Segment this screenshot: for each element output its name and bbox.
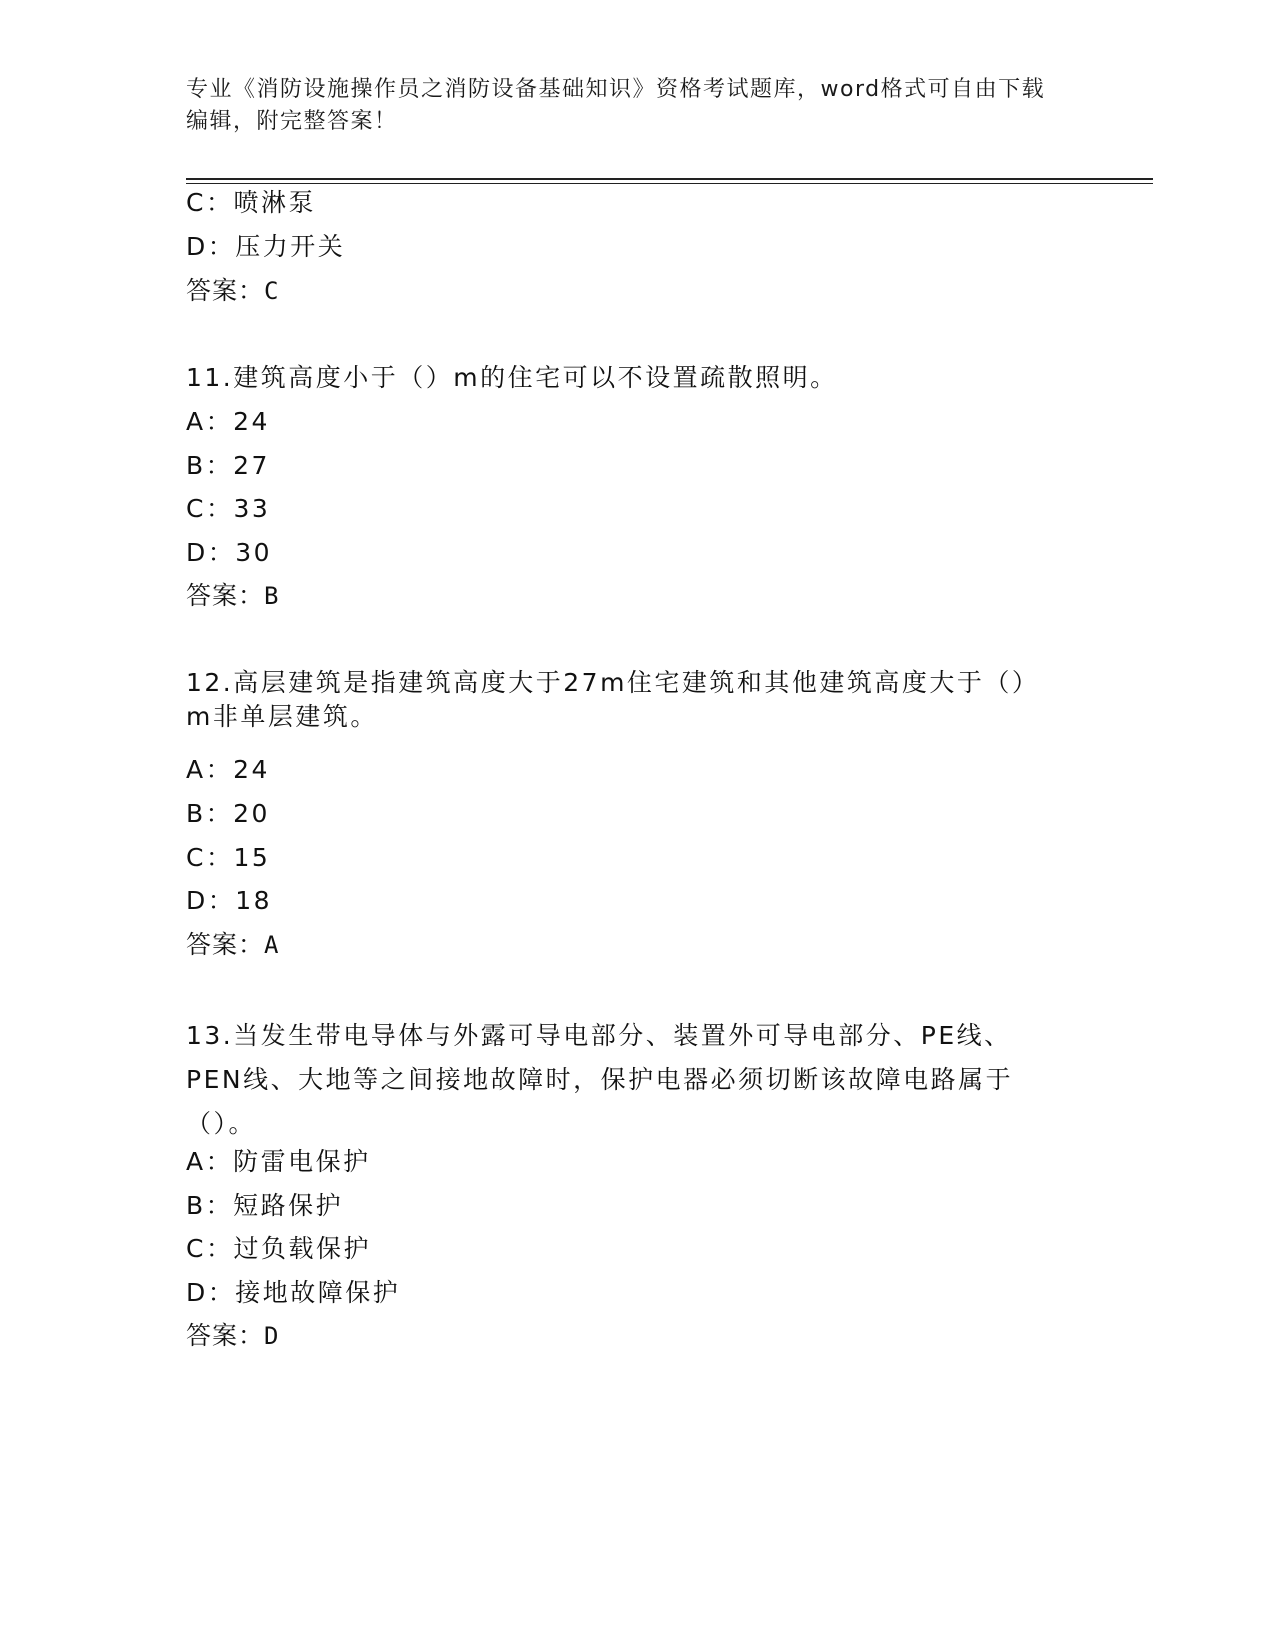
option-c: C：过负载保护 <box>186 1234 371 1263</box>
option-d: D：18 <box>186 886 273 915</box>
question-stem: 12.高层建筑是指建筑高度大于27m住宅建筑和其他建筑高度大于（）m非单层建筑。 <box>186 668 1040 731</box>
option-c: C：喷淋泵 <box>186 188 316 217</box>
answer-value: D <box>264 1322 280 1350</box>
option-a: A：24 <box>186 407 270 436</box>
header-divider-thin <box>186 183 1153 184</box>
answer-label: 答案： <box>186 581 265 610</box>
option-d: D：接地故障保护 <box>186 1278 401 1307</box>
answer-label: 答案： <box>186 276 265 305</box>
document-header: 专业《消防设施操作员之消防设备基础知识》资格考试题库，word格式可自由下载编辑，附完整答案！ <box>186 77 1046 134</box>
option-d: D：压力开关 <box>186 232 346 261</box>
header-divider-thick <box>186 178 1153 180</box>
answer-line <box>186 579 279 613</box>
option-c: C：15 <box>186 843 271 872</box>
option-d: D：30 <box>186 538 273 567</box>
answer-line <box>186 1319 279 1353</box>
answer-label: 答案： <box>186 1321 265 1350</box>
option-a: A：24 <box>186 755 270 784</box>
answer-value: B <box>264 582 280 610</box>
answer-label: 答案： <box>186 930 265 959</box>
option-b: B：27 <box>186 451 270 480</box>
option-a: A：防雷电保护 <box>186 1147 371 1176</box>
option-b: B：20 <box>186 799 270 828</box>
question-stem: 11.建筑高度小于（）m的住宅可以不设置疏散照明。 <box>186 363 838 392</box>
option-c: C：33 <box>186 494 271 523</box>
option-b: B：短路保护 <box>186 1191 344 1220</box>
question-stem: 13.当发生带电导体与外露可导电部分、装置外可导电部分、PE线、PEN线、大地等之间接地故障时，保护电器必须切断该故障电路属于（）。 <box>186 1021 1014 1138</box>
answer-line <box>186 274 279 308</box>
answer-line <box>186 928 279 962</box>
answer-value: A <box>264 931 280 959</box>
answer-value: C <box>264 277 280 305</box>
